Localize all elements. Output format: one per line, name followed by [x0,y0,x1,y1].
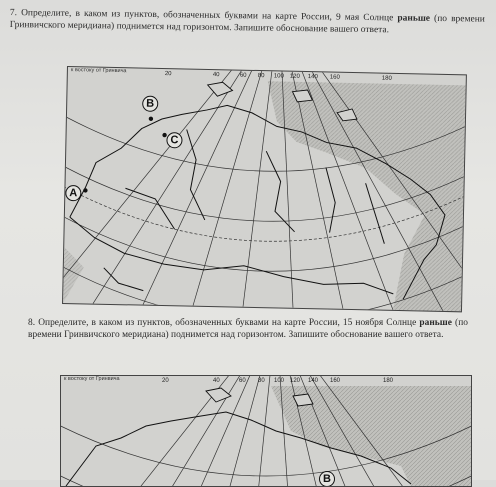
point-b-marker: B [142,96,158,112]
emphasis-word: раньше [419,318,452,328]
map-graticule [63,67,466,311]
question-number: 7. [9,8,18,19]
question-number: 8. [28,318,36,328]
map-corner-label: к востоку от Гринвича [64,376,120,382]
degree-label: 100 [274,378,285,384]
question-8 [28,318,468,341]
map-russia-q7 [62,66,467,312]
degree-label: 40 [212,72,220,79]
degree-label: 20 [162,378,169,384]
degree-label: 80 [257,72,265,80]
degree-label: 120 [289,73,300,80]
map-russia-q8 [60,375,472,487]
degree-label: 120 [290,378,301,384]
degree-label: 160 [330,378,341,384]
degree-label: 60 [239,72,247,79]
degree-label: 140 [308,378,319,384]
degree-label: 180 [381,75,392,82]
point-a-marker: A [65,185,81,201]
point-b-marker: B [319,471,335,487]
map-graticule [61,376,471,486]
emphasis-word: раньше [397,13,431,24]
degree-label: 180 [383,378,394,384]
question-text: Определите, в каком из пунктов, обозначенных буквами на карте России, 15 ноября Солнце раньше (по времени Гринвичского меридиана) поднимется над горизонтом. Запишите обоснование вашего ответа. [28,318,468,340]
degree-label: 20 [164,71,172,78]
degree-label: 80 [258,378,265,384]
degree-label: 40 [213,378,220,384]
point-c-marker: C [166,132,182,148]
degree-label: 100 [273,73,284,80]
question-text: Определите, в каком из пунктов, обозначенных буквами на карте России, 9 мая Солнце раньше (по времени Гринвичского меридиана) поднимется над горизонтом. Запишите обоснование вашего ответа. [9,8,485,35]
degree-label: 140 [307,74,318,81]
degree-label: 160 [329,74,340,81]
question-7 [10,8,485,38]
map-corner-label: к востоку от Гринвича [70,67,127,75]
degree-label: 60 [239,378,246,384]
